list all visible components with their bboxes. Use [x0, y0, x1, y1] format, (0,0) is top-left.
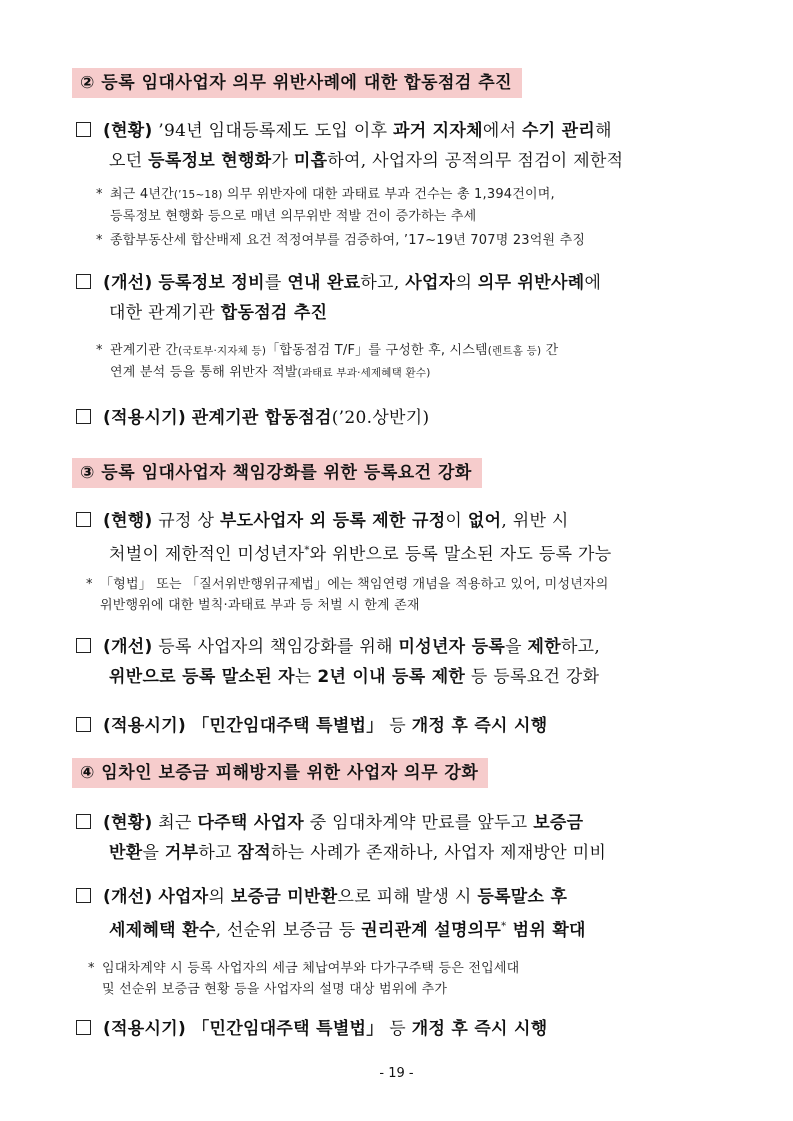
checkbox-square-icon	[76, 122, 91, 137]
item-timing: (적용시기) 「민간임대주택 특별법」 등 개정 후 즉시 시행	[76, 1014, 726, 1044]
footnote: * 종합부동산세 합산배제 요건 적정여부를 검증하여, ’17~19년 707명 23억원 추징	[96, 233, 586, 248]
checkbox-square-icon	[76, 717, 91, 732]
item-current-status: (현황) ’94년 임대등록제도 도입 이후 과거 지자체에서 수기 관리해 오던 등록정보 현행화가 미흡하여, 사업자의 공적의무 점검이 제한적	[76, 116, 726, 176]
checkbox-square-icon	[76, 274, 91, 289]
section-heading-3: ③ 등록 임대사업자 책임강화를 위한 등록요건 강화	[72, 458, 482, 488]
item-timing: (적용시기) 관계기관 합동점검(’20.상반기)	[76, 403, 726, 433]
checkbox-square-icon	[76, 1020, 91, 1035]
item-improvement: (개선) 사업자의 보증금 미반환으로 피해 발생 시 등록말소 후 세제혜택 환수, 선순위 보증금 등 권리관계 설명의무* 범위 확대	[76, 882, 726, 946]
item-current-status: (현행) 규정 상 부도사업자 외 등록 제한 규정이 없어, 위반 시 처벌이 제한적인 미성년자*와 위반으로 등록 말소된 자도 등록 가능	[76, 506, 726, 570]
item-timing: (적용시기) 「민간임대주택 특별법」 등 개정 후 즉시 시행	[76, 711, 726, 741]
footnote: * 최근 4년간(’15~18) 의무 위반자에 대한 과태료 부과 건수는 총 1,394건이며, 등록정보 현행화 등으로 매년 의무위반 적발 건이 증가하는 추세	[96, 187, 555, 224]
item-improvement: (개선) 등록 사업자의 책임강화를 위해 미성년자 등록을 제한하고, 위반으로 등록 말소된 자는 2년 이내 등록 제한 등 등록요건 강화	[76, 632, 726, 692]
checkbox-square-icon	[76, 638, 91, 653]
section-heading-4: ④ 임차인 보증금 피해방지를 위한 사업자 의무 강화	[72, 758, 488, 788]
checkbox-square-icon	[76, 888, 91, 903]
footnote: * 「형법」 또는 「질서위반행위규제법」에는 책임연령 개념을 적용하고 있어, 미성년자의 위반행위에 대한 벌칙·과태료 부과 등 처벌 시 한계 존재	[86, 577, 609, 613]
checkbox-square-icon	[76, 409, 91, 424]
item-current-status: (현황) 최근 다주택 사업자 중 임대차계약 만료를 앞두고 보증금 반환을 거부하고 잠적하는 사례가 존재하나, 사업자 제재방안 미비	[76, 808, 726, 868]
footnote: * 관계기관 간(국토부·지자체 등)「합동점검 T/F」를 구성한 후, 시스템(렌트홈 등) 간 연계 분석 등을 통해 위반자 적발(과태료 부과·세제혜택 환수)	[96, 343, 559, 380]
checkbox-square-icon	[76, 512, 91, 527]
footnote: * 임대차계약 시 등록 사업자의 세금 체납여부와 다가구주택 등은 전입세대 및 선순위 보증금 현황 등을 사업자의 설명 대상 범위에 추가	[88, 961, 520, 997]
section-heading-2: ② 등록 임대사업자 의무 위반사례에 대한 합동점검 추진	[72, 68, 522, 98]
checkbox-square-icon	[76, 814, 91, 829]
item-improvement: (개선) 등록정보 정비를 연내 완료하고, 사업자의 의무 위반사례에 대한 관계기관 합동점검 추진	[76, 268, 726, 328]
page-number: - 19 -	[379, 1066, 414, 1081]
